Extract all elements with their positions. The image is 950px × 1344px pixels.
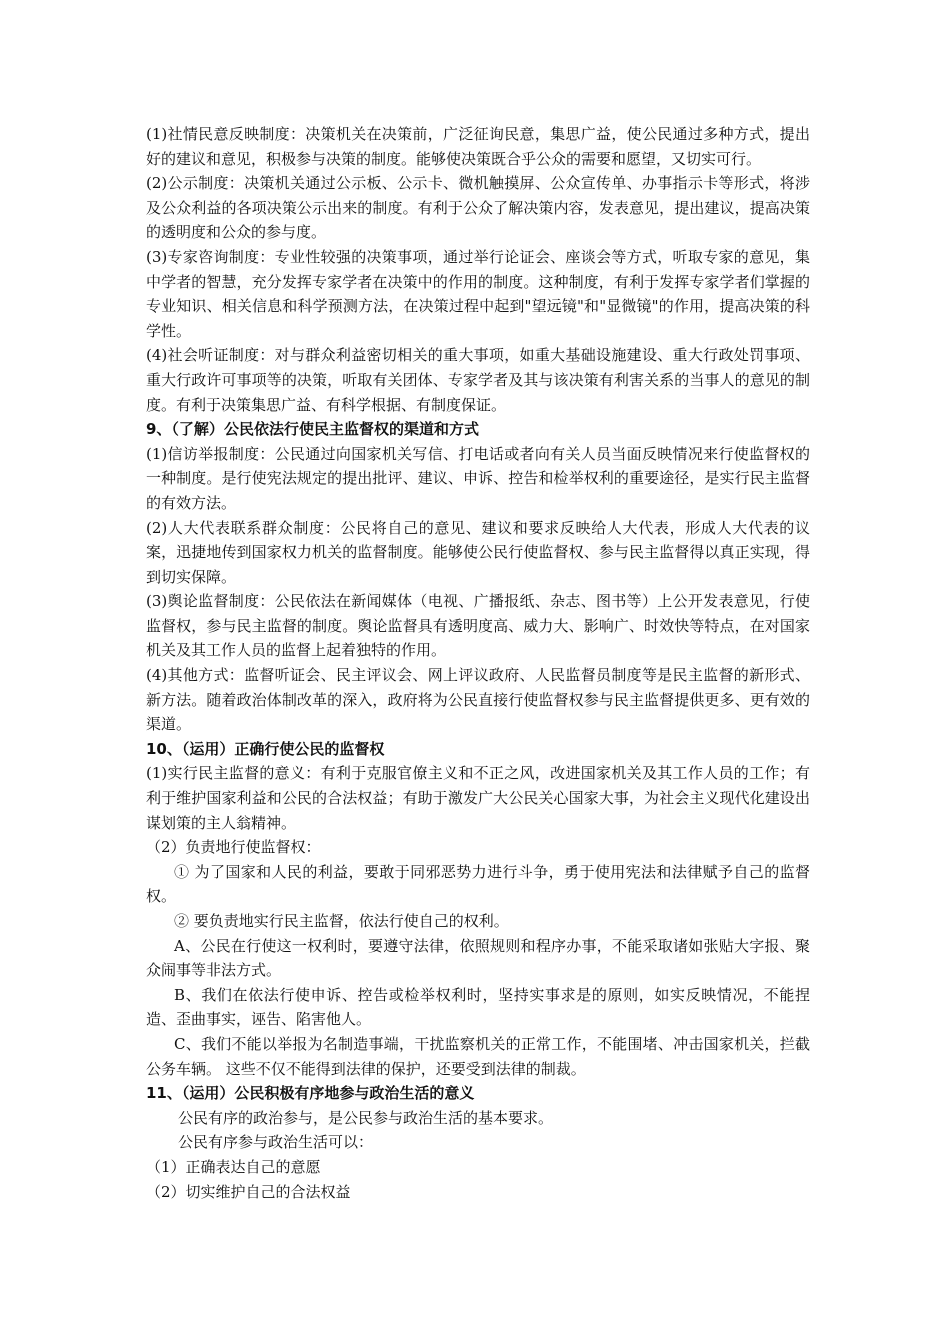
document-page: [146, 122, 810, 1204]
section10-meaning: (1)实行民主监督的意义：有利于克服官僚主义和不正之风，改进国家机关及其工作人员的工作；有利于维护国家利益和公民的合法权益；有助于激发广大公民关心国家大事，为社会主义现代化建设出谋划策的主人翁精神。: [146, 764, 810, 832]
section10-point-1: ① 为了国家和人民的利益，要敢于同邪恶势力进行斗争，勇于使用宪法和法律赋予自己的监督权。: [146, 862, 810, 906]
section11-heading: 11、（运用）公民积极有序地参与政治生活的意义: [146, 1084, 475, 1103]
section8-item-2: (2)公示制度：决策机关通过公示板、公示卡、微机触摸屏、公众宣传单、办事指示卡等形式，将涉及公众利益的各项决策公示出来的制度。有利于公众了解决策内容，发表意见，提出建议，提高决策的透明度和公众的参与度。: [146, 174, 810, 242]
section8-item-1: (1)社情民意反映制度：决策机关在决策前，广泛征询民意，集思广益，使公民通过多种方式，提出好的建议和意见，积极参与决策的制度。能够使决策既合乎公众的需要和愿望，又切实可行。: [146, 125, 810, 168]
section9-heading: 9、（了解）公民依法行使民主监督权的渠道和方式: [146, 420, 479, 439]
section8-item-4: (4)社会听证制度：对与群众利益密切相关的重大事项，如重大基础设施建设、重大行政处罚事项、重大行政许可事项等的决策，听取有关团体、专家学者及其与该决策有利害关系的当事人的意见的制度。有利于决策集思广益、有科学根据、有制度保证。: [146, 346, 810, 414]
section10-point-2: ② 要负责地实行民主监督，依法行使自己的权利。: [174, 912, 509, 930]
section10-point-c: C、我们不能以举报为名制造事端，干扰监察机关的正常工作，不能围堵、冲击国家机关，拦截公务车辆。 这些不仅不能得到法律的保护，还要受到法律的制裁。: [146, 1034, 810, 1078]
section8-item-3: (3)专家咨询制度：专业性较强的决策事项，通过举行论证会、座谈会等方式，听取专家的意见，集中学者的智慧，充分发挥专家学者在决策中的作用的制度。这种制度，有利于发挥专家学者们掌握的专业知识、相关信息和科学预测方法，在决策过程中起到"望远镜"和"显微镜"的作用，提高决策的科学性。: [146, 247, 810, 340]
section10-responsible-title: （2）负责地行使监督权：: [146, 838, 321, 857]
section9-item-1: (1)信访举报制度：公民通过向国家机关写信、打电话或者向有关人员当面反映情况来行使监督权的一种制度。是行使宪法规定的提出批评、建议、申诉、控告和检举权利的重要途径，是实行民主监督的有效方法。: [146, 444, 810, 512]
section11-intro-2: 公民有序参与政治生活可以：: [178, 1133, 374, 1152]
section10-point-b: B、我们在依法行使申诉、控告或检举权利时，坚持实事求是的原则，如实反映情况，不能捏造、歪曲事实，诬告、陷害他人。: [146, 985, 810, 1029]
section11-item-1: （1）正确表达自己的意愿: [146, 1157, 321, 1176]
section10-point-a: A、公民在行使这一权利时，要遵守法律，依照规则和程序办事，不能采取诸如张贴大字报、聚众闹事等非法方式。: [146, 936, 810, 980]
section9-item-3: (3)舆论监督制度：公民依法在新闻媒体（电视、广播报纸、杂志、图书等）上公开发表意见，行使监督权，参与民主监督的制度。舆论监督具有透明度高、威力大、影响广、时效快等特点，在对国家机关及其工作人员的监督上起着独特的作用。: [146, 592, 810, 660]
section11-item-2: （2）切实维护自己的合法权益: [146, 1182, 351, 1201]
section10-heading: 10、（运用）正确行使公民的监督权: [146, 739, 385, 758]
section11-intro-1: 公民有序的政治参与，是公民参与政治生活的基本要求。: [178, 1108, 554, 1127]
section9-item-2: (2)人大代表联系群众制度：公民将自己的意见、建议和要求反映给人大代表，形成人大代表的议案，迅捷地传到国家权力机关的监督制度。能够使公民行使监督权、参与民主监督得以真正实现，得到切实保障。: [146, 518, 810, 586]
section9-item-4: (4)其他方式：监督听证会、民主评议会、网上评议政府、人民监督员制度等是民主监督的新形式、新方法。随着政治体制改革的深入，政府将为公民直接行使监督权参与民主监督提供更多、更有效的渠道。: [146, 666, 810, 734]
